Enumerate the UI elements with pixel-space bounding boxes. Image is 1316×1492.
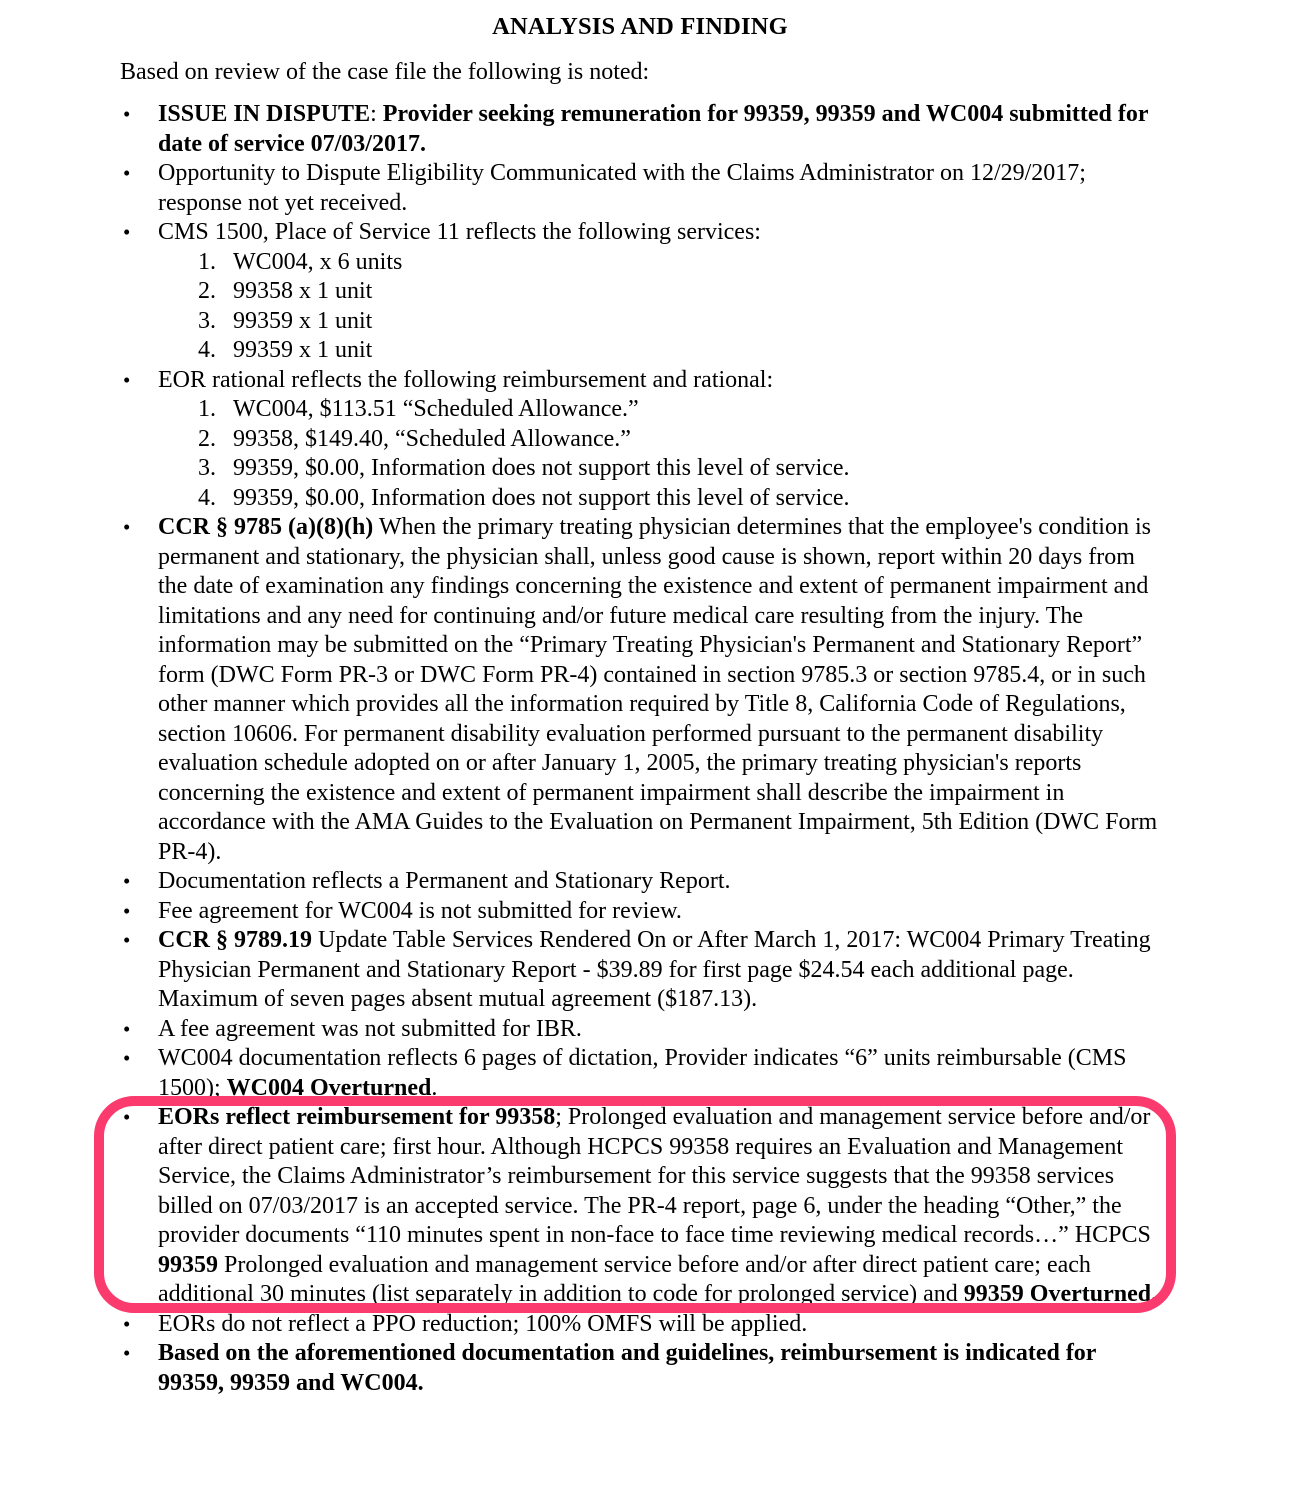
analysis-item-list bbox=[120, 100, 1160, 1398]
text-run: WC004 Overturned bbox=[226, 1074, 432, 1101]
bullet-item bbox=[120, 1015, 1160, 1045]
text-run: EORs do not reflect a PPO reduction; 100% OMFS will be applied. bbox=[158, 1310, 808, 1337]
text-run: CCR § 9789.19 bbox=[158, 927, 312, 953]
bullet-marker: • bbox=[123, 1105, 131, 1129]
text-run: Prolonged evaluation and management service before and/or after direct patient care; each additional 30 minutes (list separately in addition to code for prolonged service) and bbox=[158, 1251, 1091, 1307]
bullet-marker: • bbox=[123, 161, 131, 185]
text-run: ; Prolonged evaluation and management service before and/or after direct patient care; first hour. Although HCPCS 99358 requires an Evaluation and Management Service, the Claims Administrator’s reimbursement for this service suggests that the 99358 services billed on 07/03/2017 is an accepted service. The PR-4 report, page 6, under the heading “Other,” the provider documents “110 minutes spent in non-face to face time reviewing medical records…” HCPCS bbox=[158, 1104, 1151, 1248]
bullet-item bbox=[120, 897, 1160, 927]
numbered-item bbox=[198, 248, 1160, 278]
item-text bbox=[158, 1339, 1160, 1398]
item-text bbox=[233, 425, 1160, 455]
item-text bbox=[158, 366, 1160, 396]
text-run: 99359 Overturned. bbox=[963, 1281, 1158, 1307]
text-run: Provider seeking remuneration for 99359, 99359 and WC004 submitted for date of service 07/03/2017. bbox=[158, 101, 1149, 157]
bullet-item bbox=[120, 366, 1160, 396]
numbered-item bbox=[198, 395, 1160, 425]
item-text bbox=[158, 897, 1160, 927]
text-run: CCR § 9785 (a)(8)(h) bbox=[158, 514, 374, 540]
item-text bbox=[158, 1103, 1160, 1310]
bullet-marker: • bbox=[123, 1311, 131, 1336]
text-run: ISSUE IN DISPUTE bbox=[158, 101, 371, 127]
bullet-item bbox=[120, 100, 1160, 159]
text-run: 99359, $0.00, Information does not support this level of service. bbox=[233, 484, 850, 511]
item-text bbox=[158, 1310, 1160, 1340]
numbered-item bbox=[198, 454, 1160, 484]
item-number: 3. bbox=[198, 307, 216, 334]
page-title: ANALYSIS AND FINDING bbox=[492, 13, 788, 40]
item-number: 1. bbox=[198, 248, 216, 275]
bullet-item bbox=[120, 218, 1160, 248]
text-run: 99359, $0.00, Information does not support this level of service. bbox=[233, 455, 850, 481]
bullet-item bbox=[120, 1339, 1160, 1398]
item-number: 2. bbox=[198, 278, 216, 304]
text-run: . bbox=[431, 1074, 438, 1101]
item-text bbox=[233, 307, 1160, 337]
bullet-item bbox=[120, 926, 1160, 1015]
bullet-marker: • bbox=[123, 102, 131, 126]
item-number: 4. bbox=[198, 337, 216, 363]
item-number: 4. bbox=[198, 484, 216, 511]
text-run: Opportunity to Dispute Eligibility Communicated with the Claims Administrator on 12/29/2017; response not yet received. bbox=[158, 160, 1086, 216]
bullet-item bbox=[120, 1103, 1160, 1310]
text-run: 99358 x 1 unit bbox=[233, 278, 373, 304]
text-run: EOR rational reflects the following reimbursement and rational: bbox=[158, 366, 774, 393]
item-text bbox=[158, 100, 1160, 159]
bullet-marker: • bbox=[123, 367, 131, 392]
text-run: Update Table Services Rendered On or After March 1, 2017: WC004 Primary Treating Physician Permanent and Stationary Report - $39.89 for first page $24.54 each additional page. Maximum of seven pages absent mutual agreement ($187.13). bbox=[158, 927, 1151, 1012]
numbered-item bbox=[198, 484, 1160, 514]
item-text bbox=[158, 926, 1160, 1015]
text-run: EORs reflect reimbursement for 99358 bbox=[158, 1104, 556, 1130]
bullet-marker: • bbox=[123, 898, 131, 923]
bullet-marker: • bbox=[123, 1341, 131, 1365]
bullet-marker: • bbox=[123, 869, 131, 893]
bullet-item bbox=[120, 513, 1160, 867]
bullet-item bbox=[120, 159, 1160, 218]
item-number: 2. bbox=[198, 425, 216, 452]
bullet-item bbox=[120, 1044, 1160, 1103]
item-text bbox=[158, 1015, 1160, 1045]
numbered-item bbox=[198, 277, 1160, 307]
text-run: 99359 x 1 unit bbox=[233, 307, 373, 334]
bullet-marker: • bbox=[123, 1046, 131, 1070]
text-run: 99359 x 1 unit bbox=[233, 337, 373, 363]
numbered-item bbox=[198, 336, 1160, 366]
item-number: 1. bbox=[198, 396, 216, 422]
bullet-marker: • bbox=[123, 928, 131, 952]
numbered-item bbox=[198, 307, 1160, 337]
item-text bbox=[233, 336, 1160, 366]
bullet-item bbox=[120, 1310, 1160, 1340]
text-run: WC004, x 6 units bbox=[233, 248, 403, 275]
numbered-item bbox=[198, 425, 1160, 455]
bullet-item bbox=[120, 867, 1160, 897]
item-text bbox=[158, 513, 1160, 867]
item-text bbox=[233, 395, 1160, 425]
text-run: Documentation reflects a Permanent and Stationary Report. bbox=[158, 868, 731, 894]
text-run: WC004 documentation reflects 6 pages of dictation, Provider indicates “6” units reimbursable (CMS 1500); bbox=[158, 1045, 1127, 1101]
text-run: CMS 1500, Place of Service 11 reflects the following services: bbox=[158, 219, 761, 245]
item-text bbox=[158, 1044, 1160, 1103]
bullet-marker: • bbox=[123, 1016, 131, 1041]
bullet-marker: • bbox=[123, 515, 131, 539]
text-run: 99359 bbox=[158, 1251, 218, 1278]
text-run: Based on the aforementioned documentation and guidelines, reimbursement is indicated for 99359, 99359 and WC004. bbox=[158, 1340, 1097, 1396]
item-number: 3. bbox=[198, 455, 216, 481]
text-run: A fee agreement was not submitted for IBR. bbox=[158, 1015, 582, 1042]
item-text bbox=[233, 277, 1160, 307]
text-run: : bbox=[370, 101, 383, 127]
text-run: 99358, $149.40, “Scheduled Allowance.” bbox=[233, 425, 631, 452]
item-text bbox=[233, 454, 1160, 484]
text-run: WC004, $113.51 “Scheduled Allowance.” bbox=[233, 396, 639, 422]
text-run: When the primary treating physician determines that the employee's condition is permanent and stationary, the physician shall, unless good cause is shown, report within 20 days from the date of examination any findings concerning the existence and extent of permanent impairment and limitations and any need for continuing and/or future medical care resulting from the injury. The information may be submitted on the “Primary Treating Physician's Permanent and Stationary Report” form (DWC Form PR-3 or DWC Form PR-4) contained in section 9785.3 or section 9785.4, or in such other manner which provides all the information required by Title 8, California Code of Regulations, section 10606. For permanent disability evaluation performed pursuant to the permanent disability evaluation schedule adopted on or after January 1, 2005, the primary treating physician's reports concerning the existence and extent of permanent impairment shall describe the impairment in accordance with the AMA Guides to the Evaluation on Permanent Impairment, 5th Edition (DWC Form PR-4). bbox=[158, 514, 1158, 865]
intro-text: Based on review of the case file the following is noted: bbox=[120, 58, 650, 85]
bullet-marker: • bbox=[123, 220, 131, 244]
item-text bbox=[233, 484, 1160, 514]
text-run: Fee agreement for WC004 is not submitted for review. bbox=[158, 897, 682, 924]
item-text bbox=[158, 867, 1160, 897]
item-text bbox=[233, 248, 1160, 278]
item-text bbox=[158, 218, 1160, 248]
item-text bbox=[158, 159, 1160, 218]
